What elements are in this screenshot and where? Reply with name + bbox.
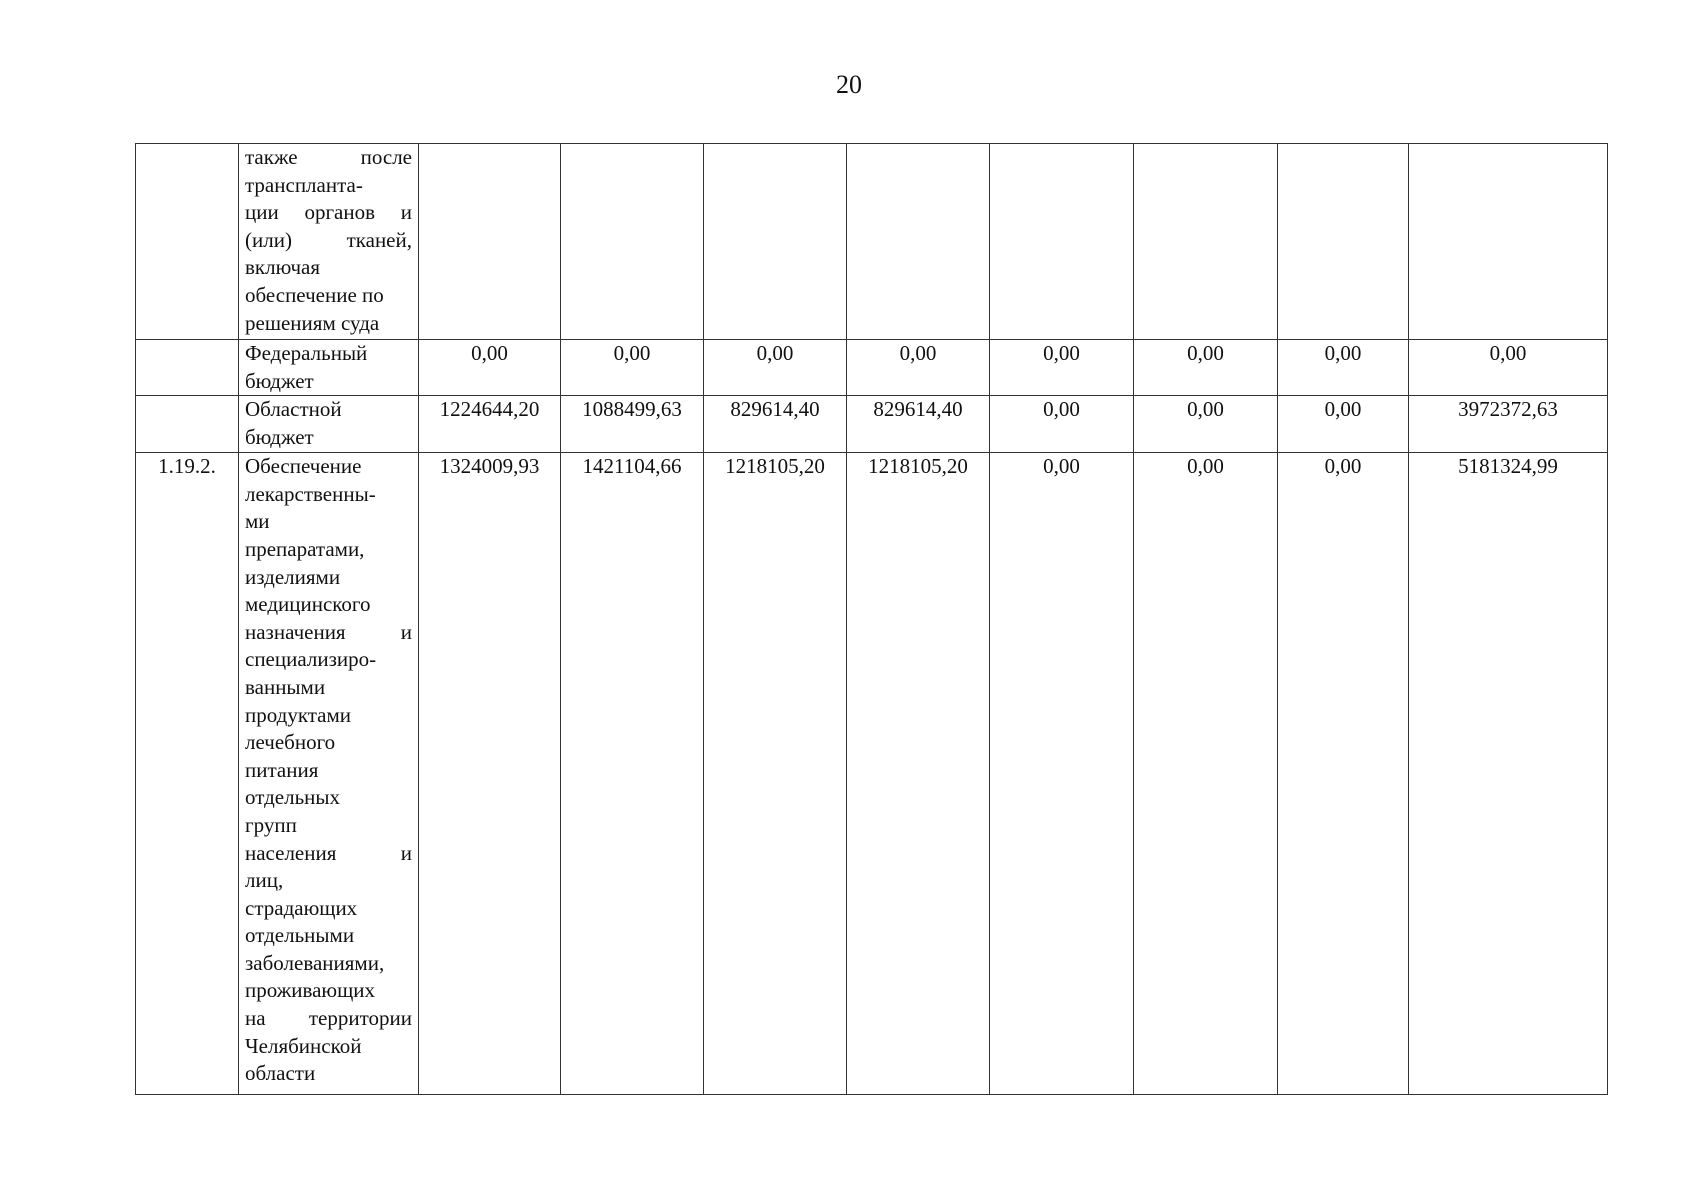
- description-line: заболеваниями,: [245, 950, 385, 975]
- value-cell: [990, 144, 1134, 340]
- description-line: решениям суда: [245, 310, 380, 335]
- value-cell: [1134, 144, 1278, 340]
- row-description: [239, 396, 419, 453]
- description-line: медицинского: [245, 592, 371, 617]
- description-line: ции органов и: [245, 200, 412, 225]
- value-cell: 0,00: [1278, 340, 1409, 396]
- table-row: [136, 453, 1608, 1095]
- description-line: бюджет: [245, 368, 314, 393]
- table-body: [136, 144, 1608, 1095]
- value-cell: 0,00: [990, 340, 1134, 396]
- value-cell: 1224644,20: [419, 396, 561, 453]
- row-description: [239, 144, 419, 340]
- value-cell: 0,00: [990, 396, 1134, 453]
- value-cell: 0,00: [1134, 396, 1278, 453]
- table-row: [136, 144, 1608, 340]
- total-cell: 5181324,99: [1409, 453, 1608, 1095]
- row-code: [136, 144, 239, 340]
- value-cell: 829614,40: [704, 396, 847, 453]
- total-cell: 3972372,63: [1409, 396, 1608, 453]
- description-line: страдающих: [245, 895, 358, 920]
- budget-table: [135, 143, 1608, 1095]
- value-cell: 0,00: [1278, 453, 1409, 1095]
- description-line: бюджет: [245, 424, 314, 449]
- row-code: [136, 340, 239, 396]
- description-line: на территории: [245, 1006, 412, 1031]
- description-line: (или) тканей,: [245, 227, 412, 252]
- description-line: препаратами,: [245, 536, 365, 561]
- row-code: [136, 396, 239, 453]
- description-line: Челябинской: [245, 1033, 362, 1058]
- table-row: [136, 396, 1608, 453]
- value-cell: 0,00: [990, 453, 1134, 1095]
- value-cell: [704, 144, 847, 340]
- description-line: населения и: [245, 840, 412, 865]
- description-line: ми: [245, 509, 270, 534]
- row-description: [239, 453, 419, 1095]
- value-cell: 1218105,20: [704, 453, 847, 1095]
- value-cell: 0,00: [847, 340, 990, 396]
- description-line: области: [245, 1061, 316, 1086]
- total-cell: 0,00: [1409, 340, 1608, 396]
- description-line: Областной: [245, 397, 342, 422]
- value-cell: 1088499,63: [561, 396, 704, 453]
- description-line: лиц,: [245, 868, 284, 893]
- description-line: обеспечение по: [245, 282, 384, 307]
- value-cell: 0,00: [561, 340, 704, 396]
- description-line: изделиями: [245, 564, 341, 589]
- description-line: лечебного: [245, 730, 336, 755]
- value-cell: 0,00: [419, 340, 561, 396]
- value-cell: [561, 144, 704, 340]
- description-line: специализиро-: [245, 647, 377, 672]
- value-cell: 1218105,20: [847, 453, 990, 1095]
- value-cell: [419, 144, 561, 340]
- table-row: [136, 340, 1608, 396]
- description-line: питания: [245, 757, 319, 782]
- description-line: включая: [245, 255, 321, 280]
- total-cell: [1409, 144, 1608, 340]
- description-line: лекарственны-: [245, 481, 376, 506]
- value-cell: 0,00: [1134, 453, 1278, 1095]
- description-line: отдельными: [245, 923, 355, 948]
- description-line: Обеспечение: [245, 454, 362, 479]
- description-line: также после: [245, 145, 412, 169]
- value-cell: 0,00: [1278, 396, 1409, 453]
- row-code: 1.19.2.: [136, 453, 239, 1095]
- description-line: назначения и: [245, 619, 412, 644]
- value-cell: 1421104,66: [561, 453, 704, 1095]
- description-line: продуктами: [245, 702, 352, 727]
- value-cell: 0,00: [704, 340, 847, 396]
- value-cell: 1324009,93: [419, 453, 561, 1095]
- value-cell: 0,00: [1134, 340, 1278, 396]
- page-number: 20: [836, 70, 862, 99]
- value-cell: [847, 144, 990, 340]
- description-line: проживающих: [245, 978, 376, 1003]
- value-cell: 829614,40: [847, 396, 990, 453]
- description-line: групп: [245, 812, 297, 837]
- description-line: ванными: [245, 674, 326, 699]
- value-cell: [1278, 144, 1409, 340]
- row-description: [239, 340, 419, 396]
- description-line: Федеральный: [245, 341, 368, 365]
- description-line: транспланта-: [245, 172, 363, 197]
- description-line: отдельных: [245, 785, 341, 810]
